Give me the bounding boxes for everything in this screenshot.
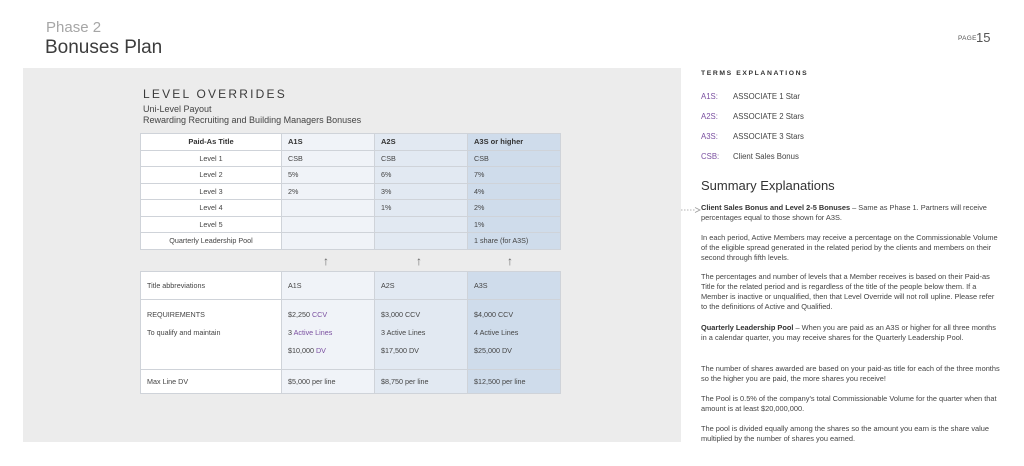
table-cell: 1 share (for A3S) [468, 233, 561, 250]
term-value: Client Sales Bonus [733, 152, 799, 161]
abbr-cell: A2S [375, 272, 468, 300]
summary-paragraph [701, 203, 1001, 223]
table-cell [375, 216, 468, 233]
active-lines-unit: Active Lines [479, 328, 519, 337]
summary-paragraph: The percentages and number of levels that a Member receives is based on their Paid-as Title for the related period and is regardless of the title of the people below them. If a Member is inactive or unqualified, then that Level Override will not roll upline. Please refer to the definitions of Active and Qualified. [701, 272, 995, 311]
table-row [141, 183, 561, 200]
summary-text: – Same as Phase 1. Partners will receive percentages equal to those shown for A3S. [701, 203, 987, 222]
max-line-cell: $8,750 per line [375, 370, 468, 394]
table-cell: 7% [468, 167, 561, 184]
active-lines-unit: Active Lines [293, 328, 333, 337]
active-lines-value [474, 328, 554, 337]
table-row [141, 233, 561, 250]
table-cell: Level 2 [141, 167, 282, 184]
dv-unit: DV [408, 346, 419, 355]
table-cell: 1% [468, 216, 561, 233]
table-header-cell: A3S or higher [468, 134, 561, 151]
table-cell: CSB [468, 150, 561, 167]
phase-label: Phase 2 [46, 19, 102, 36]
term-key: A3S: [701, 132, 718, 141]
dv-value [288, 346, 368, 355]
active-lines-value [381, 328, 461, 337]
table-cell [282, 216, 375, 233]
active-lines-count: 3 [288, 328, 292, 337]
page-label: PAGE [958, 35, 977, 42]
summary-paragraph: The number of shares awarded are based on your paid-as title for each of the three months so the higher you are paid, the more shares you receive! [701, 364, 1000, 383]
table-cell: Level 5 [141, 216, 282, 233]
term-key: A1S: [701, 92, 718, 101]
requirements-cell [282, 300, 375, 370]
table-cell [375, 233, 468, 250]
active-lines-count: 4 [474, 328, 478, 337]
table-cell: Level 3 [141, 183, 282, 200]
summary-paragraph [701, 323, 1001, 343]
dv-unit: DV [315, 346, 326, 355]
level-overrides-title: LEVEL OVERRIDES [143, 87, 287, 101]
table-header-cell: Paid-As Title [141, 134, 282, 151]
dv-amount: $25,000 [474, 346, 500, 355]
connector-arrow-icon [681, 207, 703, 213]
page-number: 15 [976, 30, 991, 45]
requirements-cell [375, 300, 468, 370]
table-row [141, 300, 561, 370]
level-overrides-subtitle: Uni-Level Payout [143, 104, 212, 114]
max-line-cell: $12,500 per line [468, 370, 561, 394]
up-arrow-icon: ↑ [507, 254, 513, 268]
ccv-amount: $2,250 [288, 310, 310, 319]
up-arrow-icon: ↑ [323, 254, 329, 268]
term-value: ASSOCIATE 3 Stars [733, 132, 804, 141]
table-cell [282, 233, 375, 250]
summary-paragraph: In each period, Active Members may receive a percentage on the Commissionable Volume of the eligible spread generated in the related period by the clients and members on their second through fifth levels. [701, 233, 998, 262]
ccv-value [474, 310, 554, 319]
active-lines-value [288, 328, 368, 337]
abbr-label: Title abbreviations [141, 272, 282, 300]
active-lines-count: 3 [381, 328, 385, 337]
term-item [701, 152, 799, 161]
table-row [141, 150, 561, 167]
ccv-unit: CCV [311, 310, 328, 319]
term-item [701, 132, 804, 141]
table-row [141, 272, 561, 300]
table-cell: CSB [282, 150, 375, 167]
page-title: Bonuses Plan [45, 37, 163, 58]
ccv-amount: $4,000 [474, 310, 496, 319]
table-cell: CSB [375, 150, 468, 167]
table-cell [282, 200, 375, 217]
term-key: A2S: [701, 112, 718, 121]
dv-amount: $17,500 [381, 346, 407, 355]
table-cell: 2% [468, 200, 561, 217]
ccv-unit: CCV [497, 310, 514, 319]
term-item [701, 92, 800, 101]
ccv-amount: $3,000 [381, 310, 403, 319]
table-cell: 5% [282, 167, 375, 184]
summary-bold: Quarterly Leadership Pool [701, 323, 794, 332]
dv-amount: $10,000 [288, 346, 314, 355]
requirements-cell [468, 300, 561, 370]
summary-paragraph: The Pool is 0.5% of the company's total Commissionable Volume for the quarter when that amount is at least $20,000,000. [701, 394, 997, 413]
table-row [141, 167, 561, 184]
dv-value [474, 346, 554, 355]
up-arrow-icon: ↑ [416, 254, 422, 268]
requirements-label: REQUIREMENTS [147, 310, 205, 319]
term-item [701, 112, 804, 121]
level-overrides-subtitle-2: Rewarding Recruiting and Building Managers Bonuses [143, 115, 362, 125]
summary-title: Summary Explanations [701, 178, 835, 193]
active-lines-unit: Active Lines [386, 328, 426, 337]
dv-value [381, 346, 461, 355]
ccv-value [288, 310, 368, 319]
table-row [141, 200, 561, 217]
table-row [141, 370, 561, 394]
qualify-label: To qualify and maintain [147, 328, 221, 337]
table-cell: Level 4 [141, 200, 282, 217]
ccv-unit: CCV [404, 310, 421, 319]
summary-text: – When you are paid as an A3S or higher for all three months in a calendar quarter, you may receive shares for the Quarterly Leadership Pool. [701, 323, 996, 342]
max-line-cell: $5,000 per line [282, 370, 375, 394]
table-header-cell: A2S [375, 134, 468, 151]
dv-unit: DV [501, 346, 512, 355]
abbr-cell: A1S [282, 272, 375, 300]
requirements-label-cell [141, 300, 282, 370]
table-header-row [141, 134, 561, 151]
table-cell: Level 1 [141, 150, 282, 167]
table-cell: 6% [375, 167, 468, 184]
summary-paragraph: The pool is divided equally among the shares so the amount you earn is the share value multiplied by the number of shares you earned. [701, 424, 990, 443]
max-line-label: Max Line DV [141, 370, 282, 394]
summary-bold: Client Sales Bonus and Level 2-5 Bonuses [701, 203, 851, 212]
table-header-cell: A1S [282, 134, 375, 151]
terms-title: TERMS EXPLANATIONS [701, 70, 809, 77]
level-override-table [140, 133, 561, 250]
term-key: CSB: [701, 152, 720, 161]
term-value: ASSOCIATE 1 Star [733, 92, 801, 101]
table-cell: 1% [375, 200, 468, 217]
table-cell: 3% [375, 183, 468, 200]
term-value: ASSOCIATE 2 Stars [733, 112, 804, 121]
table-cell: 2% [282, 183, 375, 200]
abbr-cell: A3S [468, 272, 561, 300]
table-row [141, 216, 561, 233]
requirements-table [140, 271, 561, 394]
table-cell: 4% [468, 183, 561, 200]
table-cell: Quarterly Leadership Pool [141, 233, 282, 250]
ccv-value [381, 310, 461, 319]
